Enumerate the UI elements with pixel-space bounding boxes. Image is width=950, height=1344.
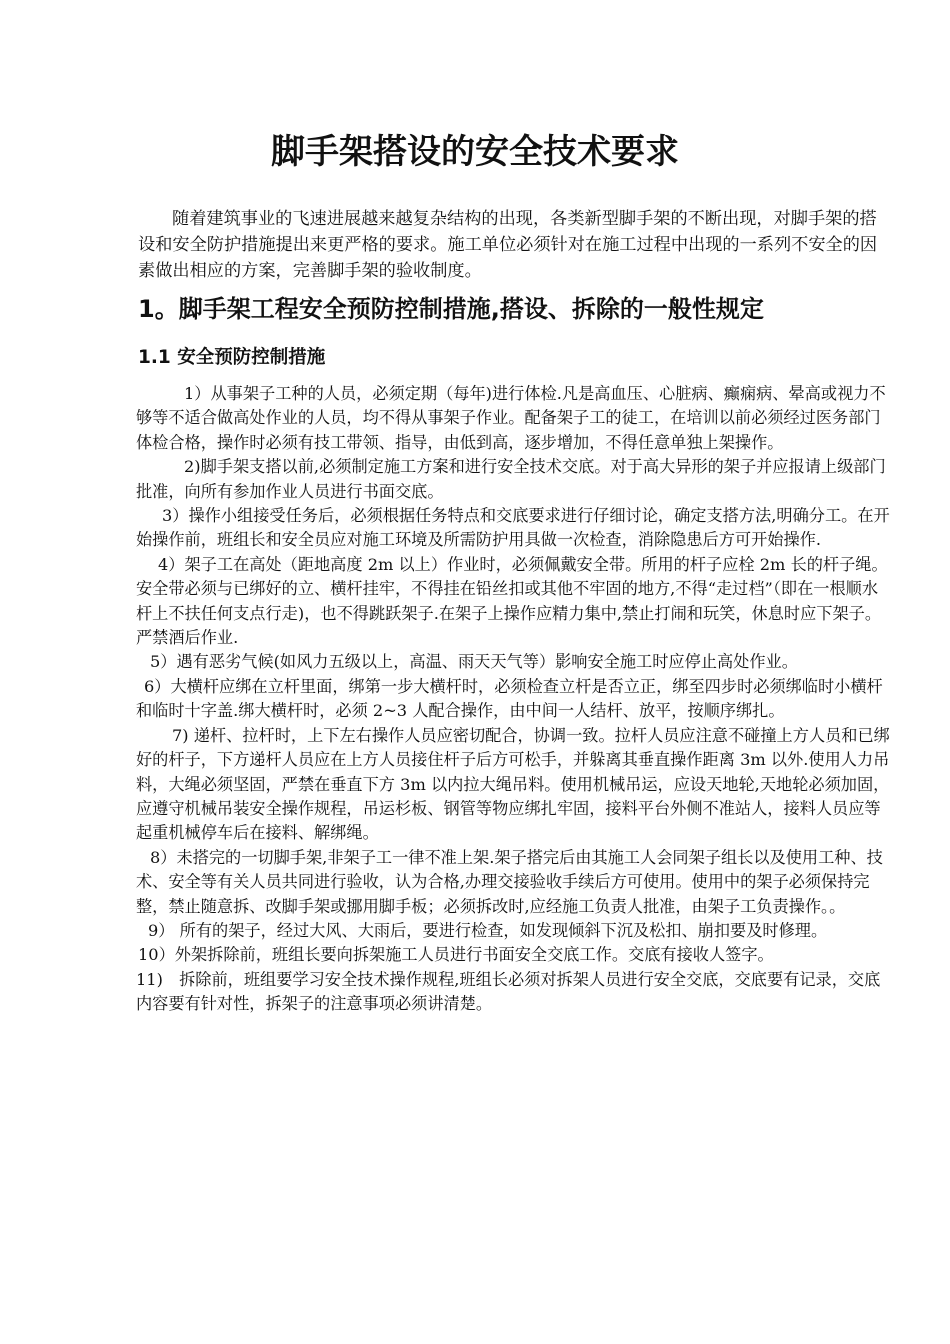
- document-title: 脚手架搭设的安全技术要求: [271, 132, 679, 172]
- list-item: 1）从事架子工种的人员，必须定期（每年)进行体检.凡是高血压、心脏病、癫痫病、晕高或视力不够等不适合做高处作业的人员，均不得从事架子作业。配备架子工的徒工，在培训以前必须经过医务部门体检合格，操作时必须有技工带领、指导，由低到高，逐步增加，不得任意单独上架操作。: [136, 384, 886, 452]
- list-item: 2)脚手架支搭以前,必须制定施工方案和进行安全技术交底。对于高大异形的架子并应报请上级部门批准，向所有参加作业人员进行书面交底。: [136, 457, 886, 501]
- intro-paragraph: 随着建筑事业的飞速进展越来越复杂结构的出现，各类新型脚手架的不断出现，对脚手架的搭设和安全防护措施提出来更严格的要求。施工单位必须针对在施工过程中出现的一系列不安全的因素做出相应的方案，完善脚手架的验收制度。: [138, 209, 878, 282]
- list-item: 3）操作小组接受任务后，必须根据任务特点和交底要求进行仔细讨论，确定支搭方法,明确分工。在开始操作前，班组长和安全员应对施工环境及所需防护用具做一次检查，消除隐患后方可开始操作.: [136, 506, 890, 550]
- list-item: 9） 所有的架子，经过大风、大雨后，要进行检查，如发现倾斜下沉及松扣、崩扣要及时修理。: [148, 920, 828, 940]
- list-item: 4）架子工在高处（距地高度 2m 以上）作业时，必须佩戴安全带。所用的杆子应栓 2m 长的杆子绳。安全带必须与已绑好的立、横杆挂牢，不得挂在铅丝扣或其他不牢固的地方,不得“走过档”（即在一根顺水杆上不扶任何支点行走)，也不得跳跃架子.在架子上操作应精力集中,禁止打闹和玩笑，休息时应下架子。严禁酒后作业.: [136, 554, 888, 648]
- list-item: 6）大横杆应绑在立杆里面，绑第一步大横杆时，必须检查立杆是否立正，绑至四步时必须绑临时小横杆和临时十字盖.绑大横杆时，必须 2~3 人配合操作，由中间一人结杆、放平，按顺序绑扎。: [136, 676, 883, 721]
- list-item: 11) 拆除前，班组要学习安全技术操作规程,班组长必须对拆架人员进行安全交底，交底要有记录，交底内容要有针对性，拆架子的注意事项必须讲清楚。: [136, 969, 881, 1014]
- safety-measures-list: [136, 382, 894, 1017]
- section-heading-1-1: 1.1 安全预防控制措施: [138, 347, 326, 368]
- section-heading-1: 1。脚手架工程安全预防控制措施,搭设、拆除的一般性规定: [138, 295, 764, 323]
- list-item: 7) 递杆、拉杆时，上下左右操作人员应密切配合，协调一致。拉杆人员应注意不碰撞上方人员和已绑好的杆子，下方递杆人员应在上方人员接住杆子后方可松手，并躲离其垂直操作距离 3m 以外.使用人力吊料，大绳必须坚固，严禁在垂直下方 3m 以内拉大绳吊料。使用机械吊运，应设天地轮,天地轮必须加固，应遵守机械吊装安全操作规程，吊运杉板、钢管等物应绑扎牢固，接料平台外侧不准站人，接料人员应等起重机械停车后在接料、解绑绳。: [136, 725, 890, 843]
- list-item: 5）遇有恶劣气候(如风力五级以上，高温、雨天天气等）影响安全施工时应停止高处作业。: [150, 652, 798, 672]
- list-item: 8）未搭完的一切脚手架,非架子工一律不准上架.架子搭完后由其施工人会同架子组长以及使用工种、技术、安全等有关人员共同进行验收，认为合格,办理交接验收手续后方可使用。使用中的架子必须保持完整，禁止随意拆、改脚手架或挪用脚手板；必须拆改时,应经施工负责人批准，由架子工负责操作。。: [136, 847, 883, 916]
- list-item: 10）外架拆除前，班组长要向拆架施工人员进行书面安全交底工作。交底有接收人签字。: [138, 945, 774, 965]
